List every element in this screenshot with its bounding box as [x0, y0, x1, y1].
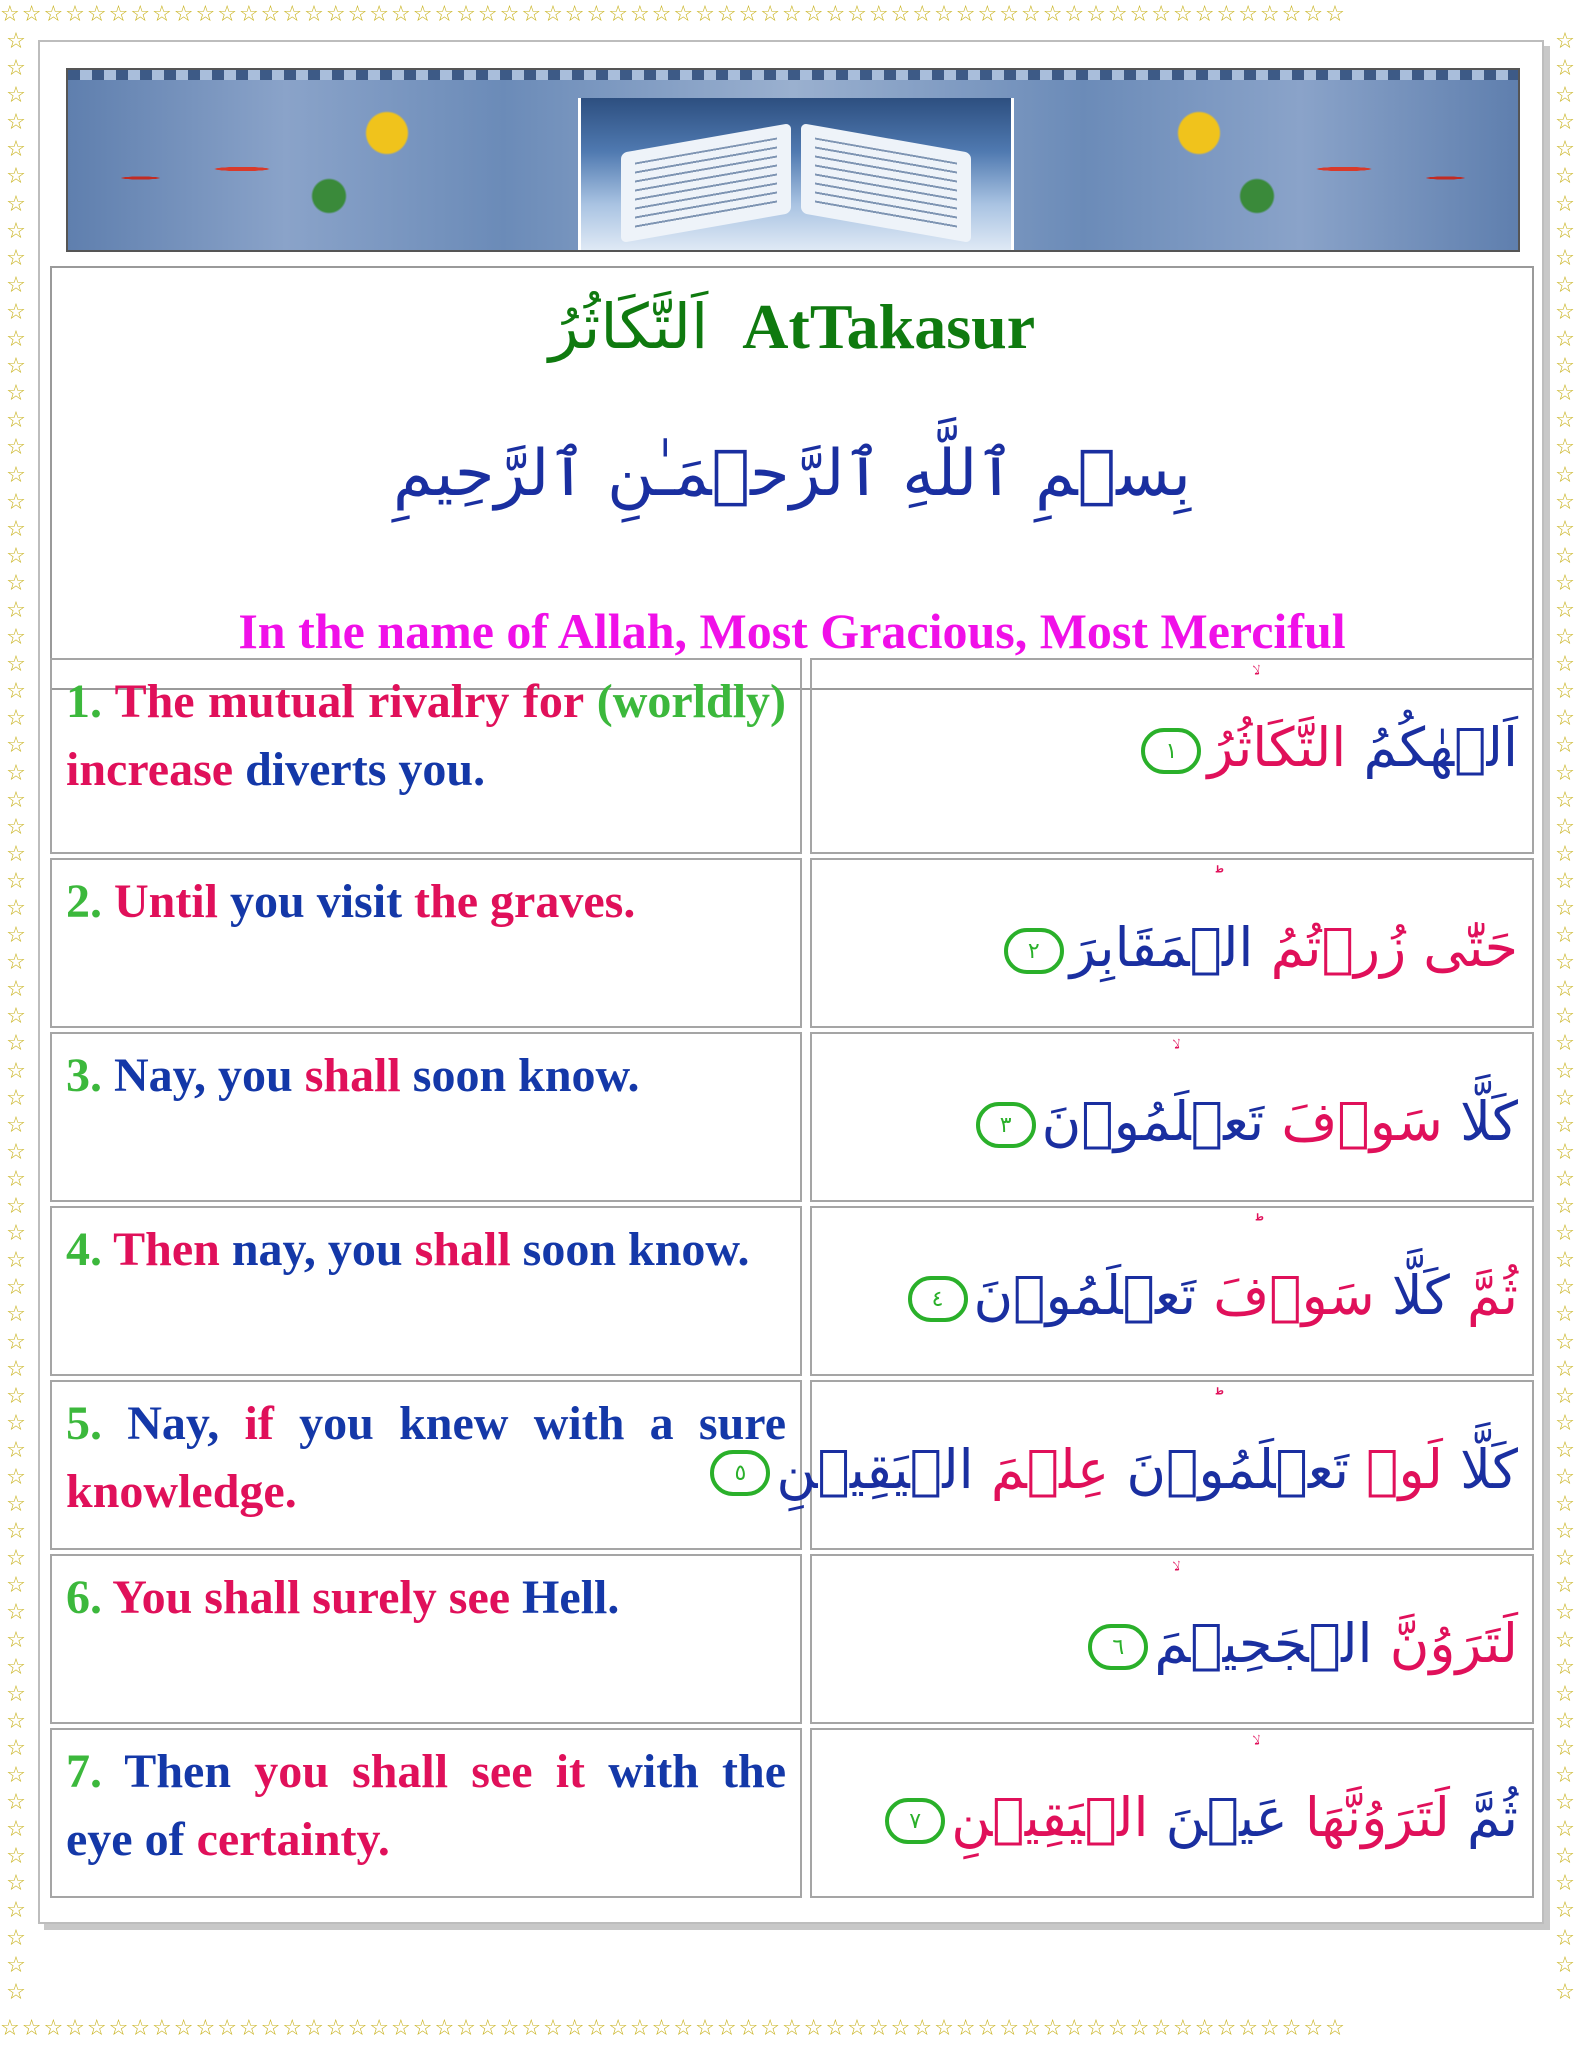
verse-number: 4.: [66, 1223, 114, 1276]
verse-number: 7.: [66, 1745, 125, 1798]
title-section: [50, 266, 1534, 690]
verse-english-segment: increase: [66, 743, 234, 796]
surah-title-arabic: اَلتَّكَاثُرُ: [548, 290, 709, 363]
verse-english-segment: you shall see it: [254, 1745, 586, 1798]
verse-arabic-segment: الۡجَحِيۡمَ: [1154, 1612, 1373, 1675]
verse-english-segment: Hell.: [522, 1571, 620, 1624]
verse-row: [50, 1206, 1534, 1376]
verse-arabic-text: [1135, 716, 1518, 779]
verse-arabic-text: [998, 916, 1518, 979]
verse-arabic-segment: كَلَّا: [1442, 1090, 1518, 1153]
ayah-number-marker: ٢: [1004, 928, 1064, 974]
verse-table: [50, 654, 1534, 1898]
ayah-number-marker: ٦: [1088, 1624, 1148, 1670]
verse-english: [50, 1380, 802, 1550]
verse-arabic: [810, 1554, 1534, 1724]
bismillah-arabic: بِسۡمِ ٱللَّهِ ٱلرَّحۡمَـٰنِ ٱلرَّحِيمِ: [393, 437, 1191, 511]
verse-number: 2.: [66, 875, 114, 928]
verse-arabic-segment: حَتّٰى زُرۡتُمُ: [1253, 916, 1518, 979]
star-border-bottom: ☆☆☆☆☆☆☆☆☆☆☆☆☆☆☆☆☆☆☆☆☆☆☆☆☆☆☆☆☆☆☆☆☆☆☆☆☆☆☆☆☆☆☆☆☆☆☆☆☆☆☆☆☆☆☆☆☆☆☆☆☆☆: [0, 2016, 1347, 2041]
verse-row: [50, 1032, 1534, 1202]
verse-english-segment: knowledge.: [66, 1465, 297, 1518]
book-page-left: [621, 123, 791, 243]
verse-arabic-segment: تَعۡلَمُوۡنَ: [1041, 1090, 1265, 1153]
verse-arabic-segment: الۡمَقَابِرَ: [1069, 916, 1254, 979]
ayah-number-marker: ١: [1141, 728, 1201, 774]
verse-english-segment: The mutual rivalry for: [114, 675, 584, 728]
verse-row: [50, 1728, 1534, 1898]
verse-arabic-segment: ثُمَّ: [1449, 1786, 1518, 1849]
verse-english: [50, 858, 802, 1028]
verse-number: 1.: [66, 675, 115, 728]
ayah-number-marker: ٥: [710, 1450, 770, 1496]
ayah-number-marker: ٧: [885, 1798, 945, 1844]
verse-english-segment: soon know.: [522, 1223, 750, 1276]
verse-row: [50, 1380, 1534, 1550]
verse-number: 6.: [66, 1571, 113, 1624]
verse-arabic-text: [970, 1090, 1518, 1153]
verse-english-segment: the graves.: [414, 875, 636, 928]
verse-arabic: [810, 1032, 1534, 1202]
book-page-right: [801, 123, 971, 243]
verse-arabic: [810, 1728, 1534, 1898]
verse-english-segment: Nay, you: [114, 1049, 293, 1102]
verse-arabic-segment: ثُمَّ: [1449, 1264, 1518, 1327]
verse-arabic-segment: تَعۡلَمُوۡنَ: [1109, 1438, 1349, 1501]
bismillah-english: In the name of Allah, Most Gracious, Most Merciful: [238, 603, 1346, 659]
verse-english-segment: if: [244, 1397, 274, 1450]
verse-arabic-segment: كَلَّا: [1442, 1438, 1518, 1501]
quran-book-image: [578, 98, 1014, 250]
surah-title: [52, 290, 1532, 364]
verse-row: [50, 658, 1534, 854]
verse-arabic-text: [902, 1264, 1518, 1327]
verse-arabic-segment: كَلَّا: [1374, 1264, 1450, 1327]
verse-arabic-segment: التَّكَاثُرُ: [1207, 716, 1347, 779]
verse-english-segment: nay, you: [231, 1223, 403, 1276]
banner-edge: [68, 70, 1518, 80]
verse-english-segment: diverts you.: [245, 743, 486, 796]
verse-english-segment: you visit: [230, 875, 403, 928]
verse-english-segment: Then: [124, 1745, 232, 1798]
verse-number: 3.: [66, 1049, 114, 1102]
decorative-banner: [66, 68, 1520, 252]
verse-arabic: [810, 658, 1534, 854]
verse-english-segment: you knew with a sure: [299, 1397, 787, 1450]
ayah-number-marker: ٤: [908, 1276, 968, 1322]
verse-arabic-segment: اَلۡهٰكُمُ: [1346, 716, 1518, 779]
verse-arabic-text: [1082, 1612, 1518, 1675]
verse-arabic-segment: سَوۡفَ: [1196, 1264, 1375, 1327]
verse-arabic-segment: سَوۡفَ: [1264, 1090, 1443, 1153]
star-border-left: ☆ ☆ ☆ ☆ ☆ ☆ ☆ ☆ ☆ ☆ ☆ ☆ ☆ ☆ ☆ ☆ ☆ ☆ ☆ ☆ ☆ ☆ ☆ ☆ ☆ ☆ ☆ ☆ ☆ ☆ ☆ ☆ ☆ ☆ ☆ ☆ ☆ ☆ ☆ ☆ ☆ ☆ ☆ ☆ ☆ ☆ ☆ ☆ ☆ ☆ ☆ ☆ ☆ ☆ ☆ ☆ ☆ ☆ ☆ ☆ ☆ ☆ ☆ ☆ ☆ ☆ ☆ ☆ ☆ ☆ ☆ ☆ ☆: [6, 29, 26, 2005]
verse-arabic-segment: الۡيَقِيۡنِ: [776, 1438, 974, 1501]
verse-arabic: [810, 1206, 1534, 1376]
verse-english-segment: Until: [114, 875, 219, 928]
verse-number: 5.: [66, 1397, 128, 1450]
verse-arabic: [734, 1380, 1534, 1550]
verse-arabic-segment: عِلۡمَ: [973, 1438, 1110, 1501]
verse-english-segment: shall: [414, 1223, 511, 1276]
star-border-top: ☆☆☆☆☆☆☆☆☆☆☆☆☆☆☆☆☆☆☆☆☆☆☆☆☆☆☆☆☆☆☆☆☆☆☆☆☆☆☆☆☆☆☆☆☆☆☆☆☆☆☆☆☆☆☆☆☆☆☆☆☆☆: [0, 2, 1347, 27]
verse-english-segment: (worldly): [596, 675, 787, 728]
verse-row: [50, 858, 1534, 1028]
ayah-number-marker: ٣: [976, 1102, 1036, 1148]
verse-english: [50, 1206, 802, 1376]
verse-arabic-segment: تَعۡلَمُوۡنَ: [973, 1264, 1197, 1327]
verse-arabic-text: [704, 1438, 1518, 1501]
verse-english: [50, 658, 802, 854]
verse-english-segment: shall: [304, 1049, 401, 1102]
verse-english-segment: with the eye of: [66, 1745, 787, 1866]
verse-english-segment: Then: [113, 1223, 220, 1276]
verse-row: [50, 1554, 1534, 1724]
verse-english: [50, 1032, 802, 1202]
verse-english-segment: Nay,: [127, 1397, 220, 1450]
verse-arabic-segment: لَتَرَوُنَّهَا: [1287, 1786, 1450, 1849]
content-frame: [38, 40, 1544, 1924]
surah-title-english: AtTakasur: [742, 291, 1036, 362]
verse-arabic: [810, 858, 1534, 1028]
verse-english-segment: certainty.: [196, 1813, 390, 1866]
verse-arabic-segment: الۡيَقِيۡنِ: [951, 1786, 1149, 1849]
verse-english-segment: soon know.: [412, 1049, 640, 1102]
verse-arabic-segment: لَوۡ: [1348, 1438, 1443, 1501]
verse-english-segment: You shall surely see: [112, 1571, 511, 1624]
verse-english: [50, 1554, 802, 1724]
verse-english: [50, 1728, 802, 1898]
verse-arabic-segment: لَتَرَوُنَّ: [1372, 1612, 1518, 1675]
star-border-right: ☆ ☆ ☆ ☆ ☆ ☆ ☆ ☆ ☆ ☆ ☆ ☆ ☆ ☆ ☆ ☆ ☆ ☆ ☆ ☆ ☆ ☆ ☆ ☆ ☆ ☆ ☆ ☆ ☆ ☆ ☆ ☆ ☆ ☆ ☆ ☆ ☆ ☆ ☆ ☆ ☆ ☆ ☆ ☆ ☆ ☆ ☆ ☆ ☆ ☆ ☆ ☆ ☆ ☆ ☆ ☆ ☆ ☆ ☆ ☆ ☆ ☆ ☆ ☆ ☆ ☆ ☆ ☆ ☆ ☆ ☆ ☆ ☆: [1555, 29, 1575, 2005]
verse-arabic-segment: عَيۡنَ: [1148, 1786, 1288, 1849]
verse-arabic-text: [879, 1786, 1518, 1849]
